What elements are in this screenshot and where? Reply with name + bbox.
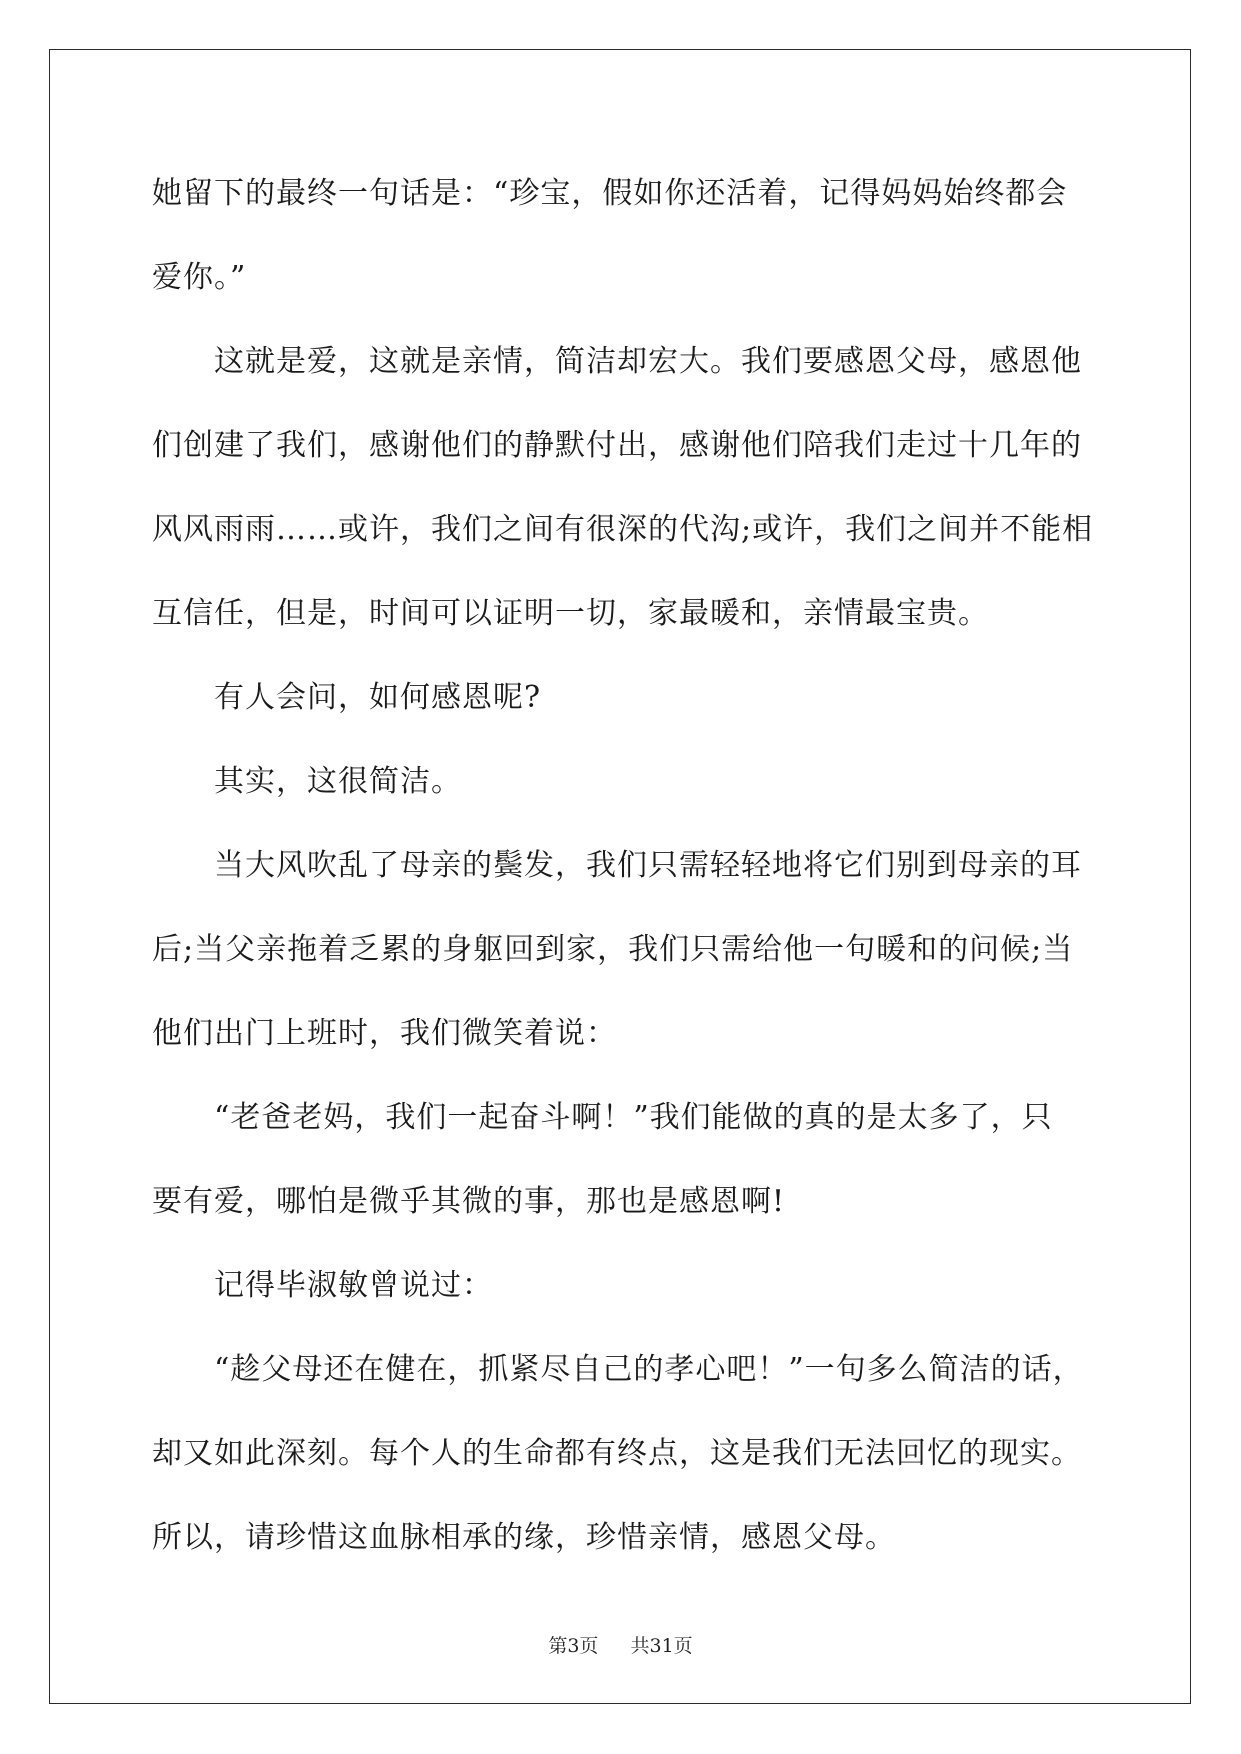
page-number-total: 共31页 [630,1635,693,1657]
text-line-3: 这就是爱，这就是亲情，简洁却宏大。我们要感恩父母，感恩他 [214,344,1082,379]
text-line-10: 后;当父亲拖着乏累的身躯回到家，我们只需给他一句暖和的问候;当 [152,932,1074,967]
text-line-12: “老爸老妈，我们一起奋斗啊！”我们能做的真的是太多了，只 [214,1100,1053,1135]
text-line-5: 风风雨雨……或许，我们之间有很深的代沟;或许，我们之间并不能相 [152,512,1094,547]
text-line-1: 她留下的最终一句话是：“珍宝，假如你还活着，记得妈妈始终都会 [152,176,1068,211]
text-line-9: 当大风吹乱了母亲的鬓发，我们只需轻轻地将它们别到母亲的耳 [214,848,1082,883]
text-line-15: “趁父母还在健在，抓紧尽自己的孝心吧！”一句多么简洁的话， [214,1352,1084,1387]
text-line-16: 却又如此深刻。每个人的生命都有终点，这是我们无法回忆的现实。 [152,1436,1082,1471]
text-line-4: 们创建了我们，感谢他们的静默付出，感谢他们陪我们走过十几年的 [152,428,1082,463]
text-line-6: 互信任，但是，时间可以证明一切，家最暖和，亲情最宝贵。 [152,596,989,631]
text-line-11: 他们出门上班时，我们微笑着说： [152,1016,617,1051]
text-line-13: 要有爱，哪怕是微乎其微的事，那也是感恩啊! [152,1184,786,1219]
text-line-14: 记得毕淑敏曾说过： [214,1268,493,1303]
page-footer [0,1631,1241,1658]
text-line-17: 所以，请珍惜这血脉相承的缘，珍惜亲情，感恩父母。 [152,1520,896,1555]
text-line-2: 爱你。” [152,260,247,295]
document-body [152,152,1094,1580]
page-number-current: 第3页 [548,1635,599,1657]
text-line-7: 有人会问，如何感恩呢? [214,680,542,715]
text-line-8: 其实，这很简洁。 [214,764,462,799]
